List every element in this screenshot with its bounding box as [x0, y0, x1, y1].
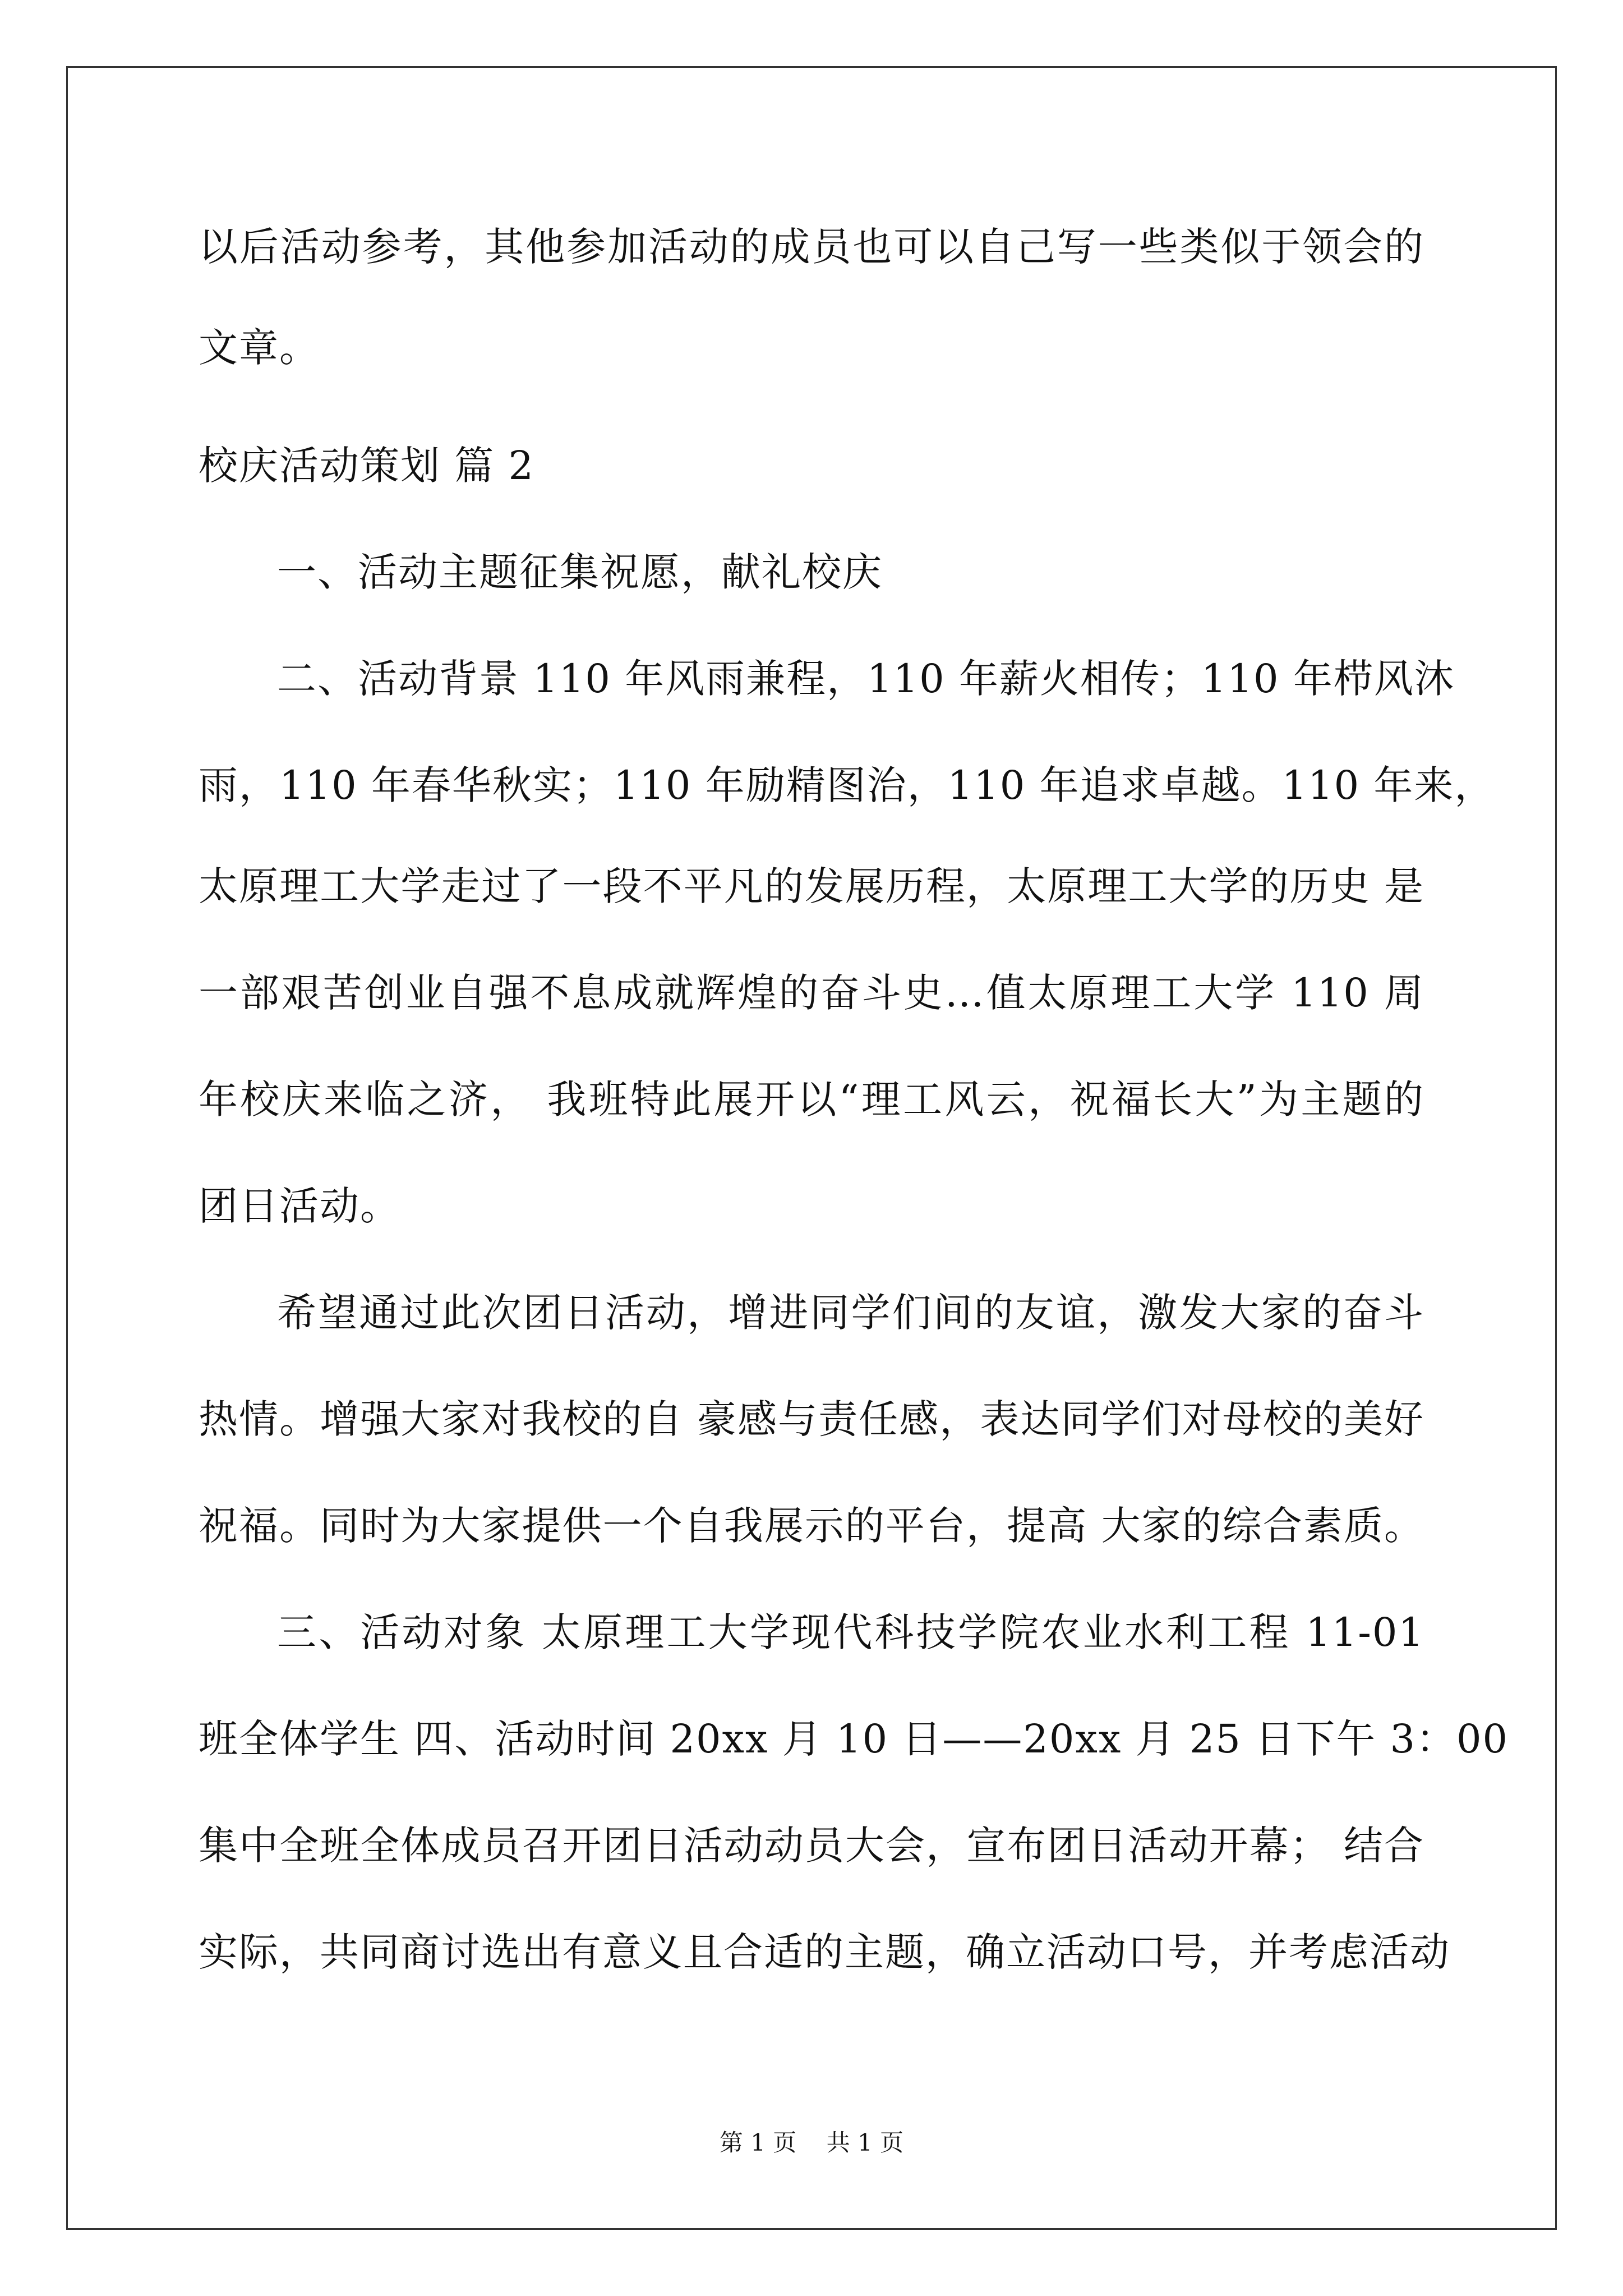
paragraph-line: 以后活动参考，其他参加活动的成员也可以自己写一些类似于领会的 — [199, 224, 1424, 270]
paragraph-line: 年校庆来临之济， 我班特此展开以“理工风云，祝福长大”为主题的 — [199, 1076, 1424, 1122]
paragraph-line: 希望通过此次团日活动，增进同学们间的友谊，激发大家的奋斗 — [277, 1290, 1424, 1336]
paragraph-line: 文章。 — [199, 325, 320, 371]
paragraph-line: 集中全班全体成员召开团日活动动员大会，宣布团日活动开幕； 结合 — [199, 1823, 1424, 1869]
paragraph-line: 三、活动对象 太原理工大学现代科技学院农业水利工程 11-01 — [277, 1609, 1424, 1655]
paragraph-line: 班全体学生 四、活动时间 20xx 月 10 日——20xx 月 25 日下午 3：00 — [199, 1716, 1509, 1762]
paragraph-line: 二、活动背景 110 年风雨兼程，110 年薪火相传；110 年栉风沐 — [277, 656, 1455, 702]
page-border — [66, 66, 1557, 2230]
paragraph-line: 祝福。同时为大家提供一个自我展示的平台，提高 大家的综合素质。 — [199, 1503, 1424, 1549]
paragraph-line: 一部艰苦创业自强不息成就辉煌的奋斗史…值太原理工大学 110 周 — [199, 970, 1424, 1016]
paragraph-line: 热情。增强大家对我校的自 豪感与责任感，表达同学们对母校的美好 — [199, 1396, 1424, 1442]
paragraph-line: 一、活动主题征集祝愿，献礼校庆 — [277, 549, 883, 595]
paragraph-line: 雨，110 年春华秋实；110 年励精图治，110 年追求卓越。110 年来， — [199, 762, 1495, 808]
section-heading: 校庆活动策划 篇 2 — [199, 443, 535, 489]
paragraph-line: 团日活动。 — [199, 1183, 400, 1229]
page-number-footer: 第 1 页 共 1 页 — [719, 2129, 904, 2156]
paragraph-line: 太原理工大学走过了一段不平凡的发展历程，太原理工大学的历史 是 — [199, 863, 1424, 909]
paragraph-line: 实际，共同商讨选出有意义且合适的主题，确立活动口号，并考虑活动 — [199, 1929, 1450, 1975]
